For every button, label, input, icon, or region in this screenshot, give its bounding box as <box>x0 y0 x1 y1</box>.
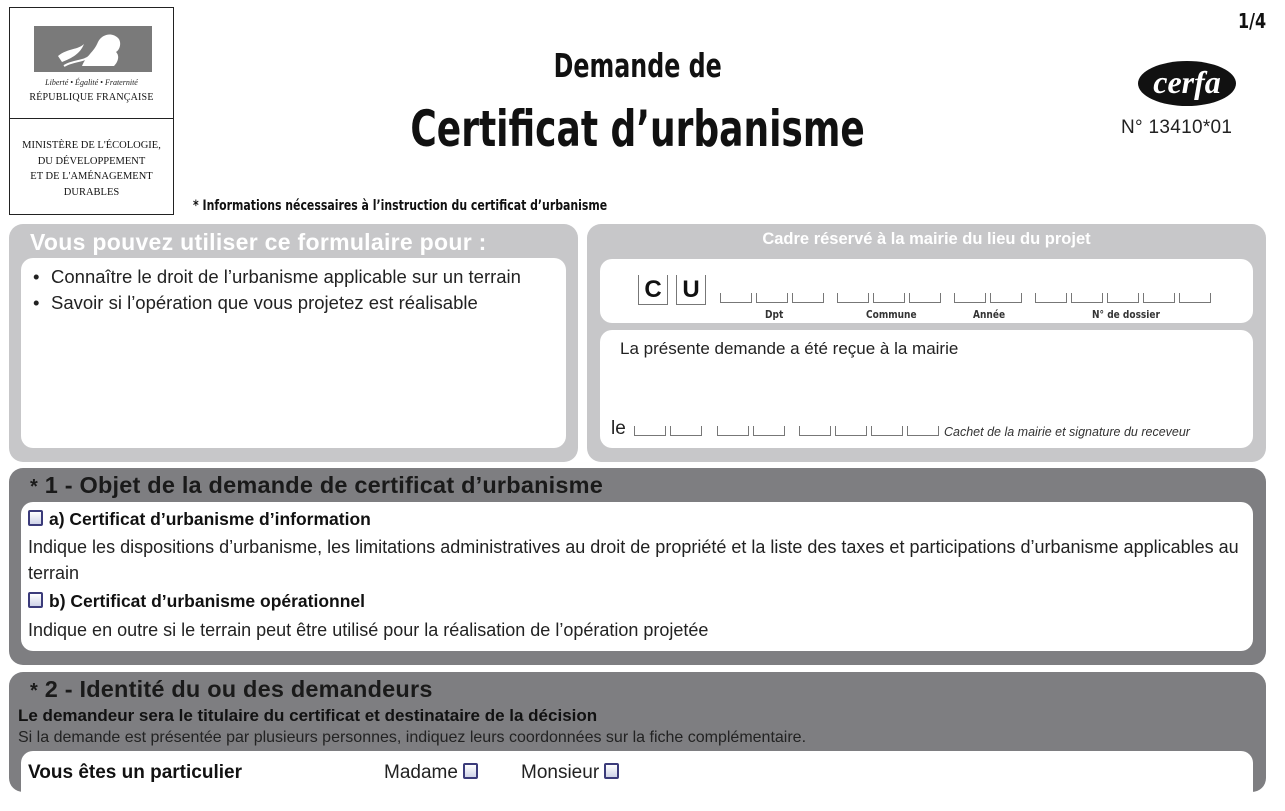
republic-name: RÉPUBLIQUE FRANÇAISE <box>29 92 154 103</box>
dossier-digit-cell[interactable] <box>1143 293 1175 303</box>
option-b-label: b) Certificat d’urbanisme opérationnel <box>49 591 366 611</box>
year-digit-cell[interactable] <box>954 293 986 303</box>
monsieur-option <box>521 762 625 784</box>
file-number-box <box>600 259 1253 323</box>
date-digit-cell[interactable] <box>717 426 749 436</box>
section-2-title-text: 2 - Identité du ou des demandeurs <box>44 676 433 702</box>
usage-content <box>21 258 566 448</box>
year-digit-cell[interactable] <box>990 293 1022 303</box>
usage-panel <box>9 224 578 462</box>
section-2-subtitle-bold: Le demandeur sera le titulaire du certificat et destinataire de la décision <box>18 706 598 725</box>
mairie-panel <box>587 224 1266 462</box>
dossier-digit-cell[interactable] <box>1179 293 1211 303</box>
madame-label: Madame <box>384 762 458 783</box>
option-a-description: Indique les dispositions d’urbanisme, les limitations administratives au droit de propriété et la liste des taxes et participations d’urbanisme applicables au terrain <box>28 537 1239 583</box>
usage-list <box>31 264 559 315</box>
monsieur-checkbox[interactable] <box>604 763 619 779</box>
date-digit-cell[interactable] <box>871 426 903 436</box>
page-number: 1/4 <box>1237 9 1266 33</box>
annee-label: Année <box>973 308 1006 321</box>
ministry-line: ET DE L'AMÉNAGEMENT <box>30 171 153 182</box>
cerfa-number: N° 13410*01 <box>1121 117 1233 138</box>
required-star: * <box>30 680 38 702</box>
ministry-line: DU DÉVELOPPEMENT <box>37 155 146 167</box>
reception-box <box>600 330 1253 448</box>
republic-motto: Liberté • Égalité • Fraternité <box>45 78 138 87</box>
madame-checkbox[interactable] <box>463 763 478 779</box>
section-2-panel <box>9 672 1266 792</box>
form-title-line1: Demande de <box>553 46 722 85</box>
section-1-title <box>30 472 603 499</box>
date-label: le <box>611 418 626 439</box>
ministry-line: MINISTÈRE DE L'ÉCOLOGIE, <box>22 140 161 151</box>
commune-digit-cell[interactable] <box>837 293 869 303</box>
commune-label: Commune <box>866 308 917 321</box>
required-star: * <box>30 476 38 498</box>
stamp-caption: Cachet de la mairie et signature du receveur <box>944 425 1190 439</box>
particulier-label: Vous êtes un particulier <box>28 762 242 783</box>
dossier-digit-cell[interactable] <box>1035 293 1067 303</box>
usage-title: Vous pouvez utiliser ce formulaire pour : <box>30 229 487 255</box>
date-digit-cell[interactable] <box>634 426 666 436</box>
ministry-line: DURABLES <box>63 186 120 198</box>
option-b-checkbox[interactable] <box>28 592 43 608</box>
option-a-checkbox[interactable] <box>28 510 43 526</box>
cerfa-logo: cerfa <box>1138 61 1236 106</box>
dpt-digit-cell[interactable] <box>756 293 788 303</box>
date-digit-cell[interactable] <box>835 426 867 436</box>
commune-digit-cell[interactable] <box>873 293 905 303</box>
date-digit-cell[interactable] <box>670 426 702 436</box>
dpt-label: Dpt <box>765 308 784 321</box>
option-b <box>28 591 365 612</box>
option-b-description: Indique en outre si le terrain peut être utilisé pour la réalisation de l’opération projetée <box>28 620 709 640</box>
madame-option <box>384 762 484 784</box>
section-2-subtitle: Si la demande est présentée par plusieurs personnes, indiquez leurs coordonnées sur la fiche complémentaire. <box>18 729 807 746</box>
section-1-panel <box>9 468 1266 665</box>
dossier-label: N° de dossier <box>1092 308 1160 321</box>
dossier-digit-cell[interactable] <box>1071 293 1103 303</box>
dossier-digit-cell[interactable] <box>1107 293 1139 303</box>
form-title-line2: Certificat d’urbanisme <box>410 100 865 158</box>
section-1-content <box>21 502 1253 651</box>
required-fields-note: * Informations nécessaires à l’instruction du certificat d’urbanisme <box>193 198 608 214</box>
date-digit-cell[interactable] <box>753 426 785 436</box>
option-a <box>28 509 371 530</box>
monsieur-label: Monsieur <box>521 762 600 783</box>
option-a-label: a) Certificat d’urbanisme d’information <box>49 509 371 529</box>
section-1-title-text: 1 - Objet de la demande de certificat d’urbanisme <box>44 472 604 498</box>
commune-digit-cell[interactable] <box>909 293 941 303</box>
date-digit-cell[interactable] <box>799 426 831 436</box>
section-2-title <box>30 676 433 703</box>
dpt-digit-cell[interactable] <box>720 293 752 303</box>
list-item: • Connaître le droit de l’urbanisme applicable sur un terrain <box>31 264 559 289</box>
date-digit-cell[interactable] <box>907 426 939 436</box>
dpt-digit-cell[interactable] <box>792 293 824 303</box>
list-item: • Savoir si l’opération que vous projetez est réalisable <box>31 290 559 315</box>
section-2-content <box>21 751 1253 811</box>
cu-letter-box: C <box>638 275 668 305</box>
cu-letter-box: U <box>676 275 706 305</box>
mairie-title: Cadre réservé à la mairie du lieu du projet <box>762 230 1091 248</box>
received-text: La présente demande a été reçue à la mairie <box>620 339 959 358</box>
